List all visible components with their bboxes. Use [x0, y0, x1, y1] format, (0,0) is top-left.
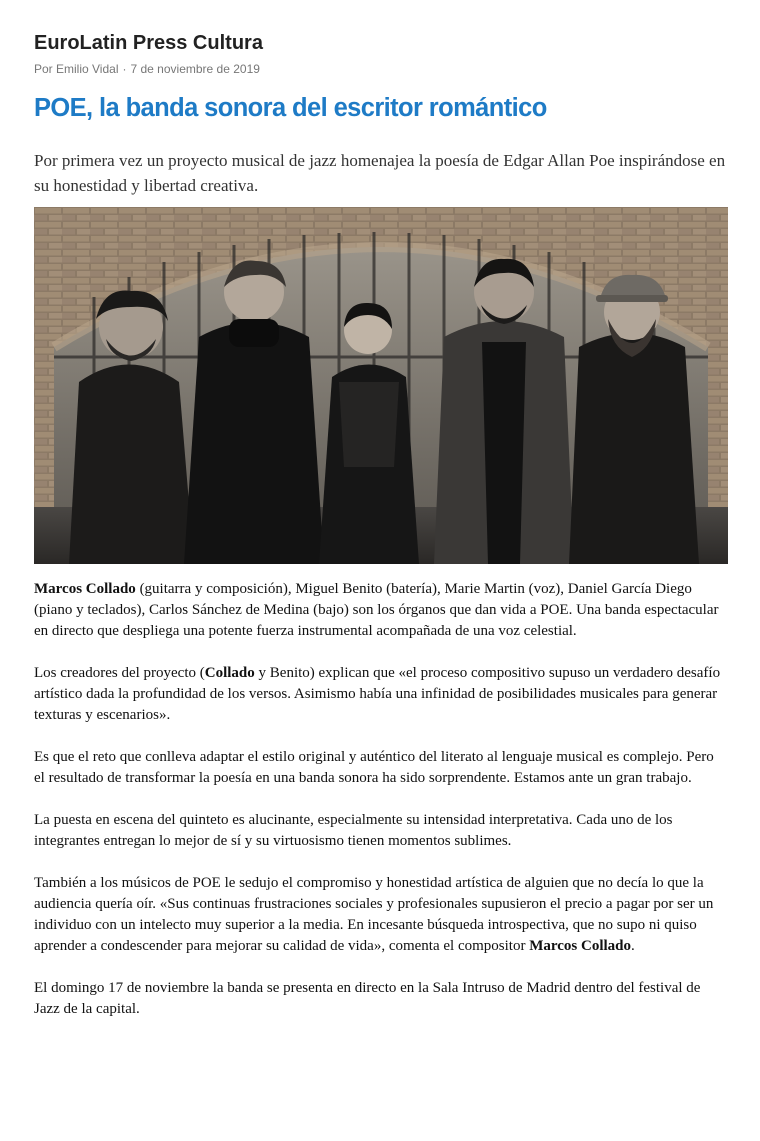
byline	[34, 62, 260, 76]
band-photo-illustration	[34, 207, 728, 564]
paragraph-1-text: (guitarra y composición), Miguel Benito (batería), Marie Martin (voz), Daniel García Diego (piano y teclados), Carlos Sánchez de Medina (bajo) son los órganos que dan vida a POE. Una banda espectacular en directo que despliega una potente fuerza instrumental acompañada de una voz celestial.	[34, 581, 719, 639]
paragraph-5-before: También a los músicos de POE le sedujo el compromiso y honestidad artística de alguien que no decía lo que la audiencia quería oír. «Sus continuas frustraciones sociales y profesionales supusieron el precio a pagar por ser un individuo con un intelecto muy superior a la media. En incesante búsqueda introspectiva, que no supo ni quiso aprender a condescender para mejorar su calidad de vida», comenta el compositor	[34, 875, 714, 954]
paragraph-1	[34, 579, 728, 642]
article-body	[34, 579, 728, 1041]
paragraph-2	[34, 663, 728, 726]
paragraph-5	[34, 873, 728, 957]
byline-date: 7 de noviembre de 2019	[130, 62, 260, 76]
paragraph-2-before: Los creadores del proyecto (	[34, 665, 205, 681]
byline-separator: ·	[122, 62, 127, 76]
paragraph-6: El domingo 17 de noviembre la banda se presenta en directo en la Sala Intruso de Madrid dentro del festival de Jazz de la capital.	[34, 980, 701, 1017]
paragraph-4: La puesta en escena del quinteto es alucinante, especialmente su intensidad interpretativa. Cada uno de los integrantes entregan lo mejor de sí y su virtuosismo tienen momentos sublimes.	[34, 812, 673, 849]
paragraph-3: Es que el reto que conlleva adaptar el estilo original y auténtico del literato al lenguaje musical es complejo. Pero el resultado de transformar la poesía en una banda sonora ha sido sorprendente. Estamos ante un gran trabajo.	[34, 749, 714, 786]
article-headline: POE, la banda sonora del escritor romántico	[34, 94, 547, 122]
paragraph-2-after: y Benito) explican que «el proceso compositivo supuso un verdadero desafío artístico dada la profundidad de los versos. Asimismo había una infinidad de posibilidades musicales para generar texturas y escenarios».	[34, 665, 721, 723]
paragraph-1-strong: Marcos Collado	[34, 581, 136, 597]
paragraph-5-after: .	[631, 938, 635, 954]
byline-author: Por Emilio Vidal	[34, 62, 119, 76]
article-lede: Por primera vez un proyecto musical de jazz homenajea la poesía de Edgar Allan Poe inspirándose en su honestidad y libertad creativa.	[34, 151, 726, 195]
paragraph-5-strong: Marcos Collado	[529, 938, 632, 954]
paragraph-2-strong: Collado	[204, 665, 255, 681]
publication-name: EuroLatin Press Cultura	[34, 32, 263, 54]
band-photo	[34, 207, 728, 564]
